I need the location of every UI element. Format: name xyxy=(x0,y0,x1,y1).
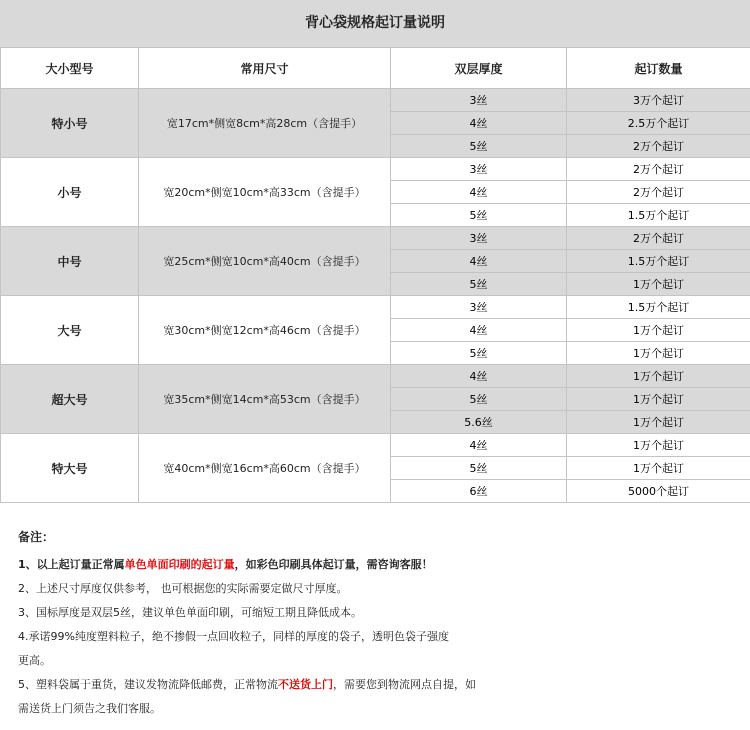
min-order-cell: 1万个起订 xyxy=(567,365,750,388)
thickness-cell: 4丝 xyxy=(391,319,567,342)
thickness-cell: 5丝 xyxy=(391,342,567,365)
min-order-cell: 1.5万个起订 xyxy=(567,250,750,273)
common-size-cell: 宽30cm*侧宽12cm*高46cm（含提手） xyxy=(139,296,391,365)
min-order-cell: 1万个起订 xyxy=(567,319,750,342)
notes-heading: 备注： xyxy=(18,530,55,544)
note-5-highlight: 不送货上门 xyxy=(278,678,333,691)
min-order-cell: 1万个起订 xyxy=(567,388,750,411)
size-model-cell: 特小号 xyxy=(1,89,139,158)
thickness-cell: 4丝 xyxy=(391,181,567,204)
table-header-row xyxy=(1,48,750,89)
page-title: 背心袋规格起订量说明 xyxy=(0,0,750,48)
spec-table xyxy=(0,47,750,503)
thickness-cell: 3丝 xyxy=(391,296,567,319)
header-min-order: 起订数量 xyxy=(567,48,750,89)
note-4-continued: 更高。 xyxy=(18,654,51,667)
note-5 xyxy=(18,673,738,697)
size-model-cell: 小号 xyxy=(1,158,139,227)
thickness-cell: 5丝 xyxy=(391,457,567,480)
min-order-cell: 3万个起订 xyxy=(567,89,750,112)
thickness-cell: 3丝 xyxy=(391,89,567,112)
notes-section xyxy=(18,528,738,721)
common-size-cell: 宽35cm*侧宽14cm*高53cm（含提手） xyxy=(139,365,391,434)
thickness-cell: 4丝 xyxy=(391,112,567,135)
min-order-cell: 2万个起订 xyxy=(567,227,750,250)
spec-table-body xyxy=(1,89,750,503)
thickness-cell: 5丝 xyxy=(391,135,567,158)
thickness-cell: 5丝 xyxy=(391,388,567,411)
table-row xyxy=(1,158,750,181)
note-3: 3、国标厚度是双层5丝，建议单色单面印刷，可缩短工期且降低成本。 xyxy=(18,606,362,619)
thickness-cell: 4丝 xyxy=(391,250,567,273)
size-model-cell: 特大号 xyxy=(1,434,139,503)
note-1-prefix: 1、以上起订量正常属 xyxy=(18,558,125,571)
note-1 xyxy=(18,553,738,577)
size-model-cell: 中号 xyxy=(1,227,139,296)
note-4: 4.承诺99%纯度塑料粒子，绝不掺假一点回收粒子，同样的厚度的袋子，透明色袋子强度 xyxy=(18,630,449,643)
min-order-cell: 2万个起订 xyxy=(567,135,750,158)
table-row xyxy=(1,227,750,250)
min-order-cell: 2万个起订 xyxy=(567,158,750,181)
header-common-size: 常用尺寸 xyxy=(139,48,391,89)
min-order-cell: 1万个起订 xyxy=(567,434,750,457)
thickness-cell: 5丝 xyxy=(391,204,567,227)
min-order-cell: 1.5万个起订 xyxy=(567,296,750,319)
min-order-cell: 1万个起订 xyxy=(567,342,750,365)
table-row xyxy=(1,434,750,457)
min-order-cell: 2.5万个起订 xyxy=(567,112,750,135)
thickness-cell: 4丝 xyxy=(391,365,567,388)
note-1-suffix: ，如彩色印刷具体起订量，需咨询客服！ xyxy=(234,558,433,571)
size-model-cell: 大号 xyxy=(1,296,139,365)
min-order-cell: 1万个起订 xyxy=(567,457,750,480)
table-row xyxy=(1,296,750,319)
header-thickness: 双层厚度 xyxy=(391,48,567,89)
table-row xyxy=(1,365,750,388)
min-order-cell: 1万个起订 xyxy=(567,273,750,296)
thickness-cell: 5丝 xyxy=(391,273,567,296)
min-order-cell: 1万个起订 xyxy=(567,411,750,434)
note-5-prefix: 5、塑料袋属于重货，建议发物流降低邮费，正常物流 xyxy=(18,678,278,691)
thickness-cell: 3丝 xyxy=(391,227,567,250)
note-1-highlight: 单色单面印刷的起订量 xyxy=(124,558,235,571)
table-row xyxy=(1,89,750,112)
note-5-continued: 需送货上门须告之我们客服。 xyxy=(18,702,161,715)
note-5-suffix: ，需要您到物流网点自提，如 xyxy=(333,678,476,691)
thickness-cell: 4丝 xyxy=(391,434,567,457)
thickness-cell: 3丝 xyxy=(391,158,567,181)
size-model-cell: 超大号 xyxy=(1,365,139,434)
min-order-cell: 1.5万个起订 xyxy=(567,204,750,227)
common-size-cell: 宽17cm*侧宽8cm*高28cm（含提手） xyxy=(139,89,391,158)
common-size-cell: 宽40cm*侧宽16cm*高60cm（含提手） xyxy=(139,434,391,503)
thickness-cell: 6丝 xyxy=(391,480,567,503)
common-size-cell: 宽25cm*侧宽10cm*高40cm（含提手） xyxy=(139,227,391,296)
min-order-cell: 2万个起订 xyxy=(567,181,750,204)
min-order-cell: 5000个起订 xyxy=(567,480,750,503)
common-size-cell: 宽20cm*侧宽10cm*高33cm（含提手） xyxy=(139,158,391,227)
thickness-cell: 5.6丝 xyxy=(391,411,567,434)
note-2: 2、上述尺寸厚度仅供参考， 也可根据您的实际需要定做尺寸厚度。 xyxy=(18,582,348,595)
header-size-model: 大小型号 xyxy=(1,48,139,89)
